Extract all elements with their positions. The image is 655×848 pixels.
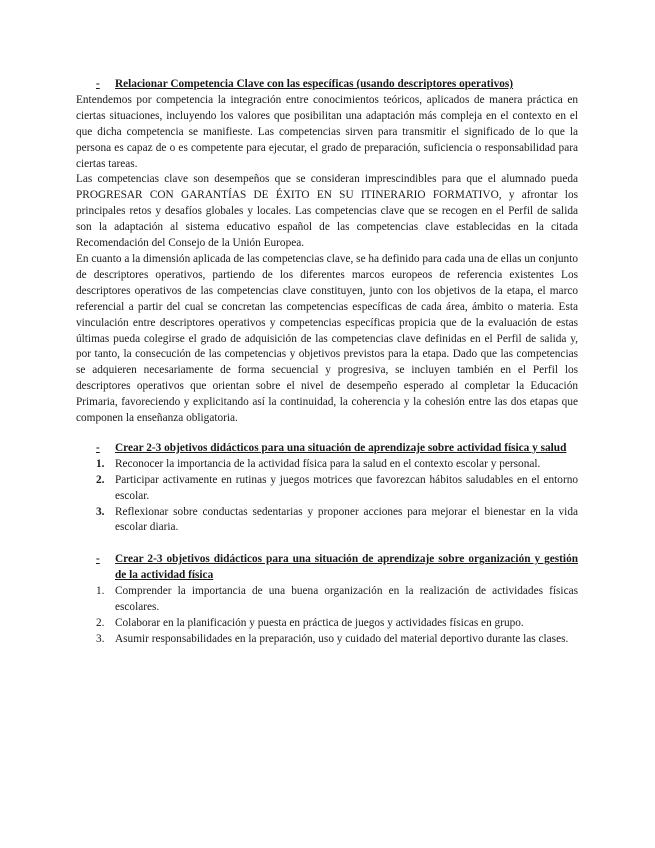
list-number: 1.: [96, 457, 105, 470]
list-item-text: Asumir responsabilidades en la preparación, uso y cuidado del material deportivo durante las clases.: [115, 632, 569, 645]
paragraph-descriptores-operativos: En cuanto a la dimensión aplicada de las competencias clave, se ha definido para cada una de ellas un conjunto de descriptores operativos, partiendo de los diferentes marcos europeos de referencia existentes Los descriptores operativos de las competencias clave constituyen, junto con los objetivos de la etapa, el marco referencial a partir del cual se concretan las competencias específicas de cada área, ámbito o materia. Esta vinculación entre descriptores operativos y competencias específicas propicia que de la evaluación de estas últimas pueda colegirse el grado de adquisición de las competencias clave definidas en el Perfil de salida y, por tanto, la consecución de las competencias y objetivos previstos para la etapa. Dado que las competencias se adquieren necesariamente de forma secuencial y progresiva, se incluyen también en el Perfil los descriptores operativos que orientan sobre el nivel de desempeño esperado al completar la Educación Primaria, favoreciendo y explicitando así la continuidad, la coherencia y la cohesión entre las dos etapas que componen la enseñanza obligatoria.: [76, 252, 578, 425]
spacer: [76, 427, 578, 441]
list-item-text: Colaborar en la planificación y puesta en práctica de juegos y actividades físicas en grupo.: [115, 617, 524, 629]
spacer: [76, 536, 578, 552]
list-item: [76, 616, 578, 632]
section-heading-organizacion: [76, 552, 578, 584]
bullet-dash: -: [96, 553, 100, 566]
list-number: 1.: [96, 585, 105, 598]
section-heading-actividad-salud: [76, 441, 578, 457]
list-number: 3.: [96, 505, 105, 518]
list-item-text: Reflexionar sobre conductas sedentarias y proponer acciones para mejorar el bienestar en la vida escolar diaria.: [115, 505, 578, 534]
paragraph-competencia-definicion: Entendemos por competencia la integración entre conocimientos teóricos, aplicados de manera práctica en ciertas situaciones, incluyendo los valores que posibilitan una adaptación más compleja en el contexto en el que dicha competencia se manifieste. Las competencias sirven para transmitir el significado de lo que la persona es capaz de o es competente para ejecutar, el grado de preparación, suficiencia o responsabilidad para ciertas tareas.: [76, 93, 578, 170]
paragraph-competencias-clave: Las competencias clave son desempeños que se consideran imprescindibles para que el alumnado pueda PROGRESAR CON GARANTÍAS DE ÉXITO EN SU ITINERARIO FORMATIVO, y afrontar los principales retos y desafíos globales y locales. Las competencias clave que se recogen en el Perfil de salida son la adaptación al sistema educativo español de las competencias clave establecidas en la citada Recomendación del Consejo de la Unión Europea.: [76, 173, 578, 250]
list-number: 2.: [96, 473, 105, 486]
list-item-text: Reconocer la importancia de la actividad física para la salud en el contexto escolar y personal.: [115, 457, 541, 470]
list-item: [76, 632, 578, 648]
heading-text: Relacionar Competencia Clave con las específicas (usando descriptores operativos): [115, 78, 514, 90]
objectives-list-organizacion: [76, 584, 578, 648]
heading-text: Crear 2-3 objetivos didácticos para una situación de aprendizaje sobre actividad física y salud: [115, 441, 567, 454]
list-item-text: Participar activamente en rutinas y juegos motrices que favorezcan hábitos saludables en el entorno escolar.: [115, 473, 578, 502]
section-heading-competencias: [76, 77, 578, 93]
list-item-text: Comprender la importancia de una buena organización en la realización de actividades físicas escolares.: [115, 585, 578, 614]
heading-text: Crear 2-3 objetivos didácticos para una situación de aprendizaje sobre organización y gestión de la actividad física: [115, 553, 578, 582]
document-page: [76, 77, 578, 648]
list-item: [76, 505, 578, 537]
bullet-dash: -: [96, 441, 100, 454]
bullet-dash: -: [96, 78, 100, 90]
objectives-list-salud: [76, 457, 578, 537]
list-item: [76, 457, 578, 473]
list-item: [76, 584, 578, 616]
list-number: 3.: [96, 632, 105, 645]
list-item: [76, 473, 578, 505]
list-number: 2.: [96, 617, 105, 629]
